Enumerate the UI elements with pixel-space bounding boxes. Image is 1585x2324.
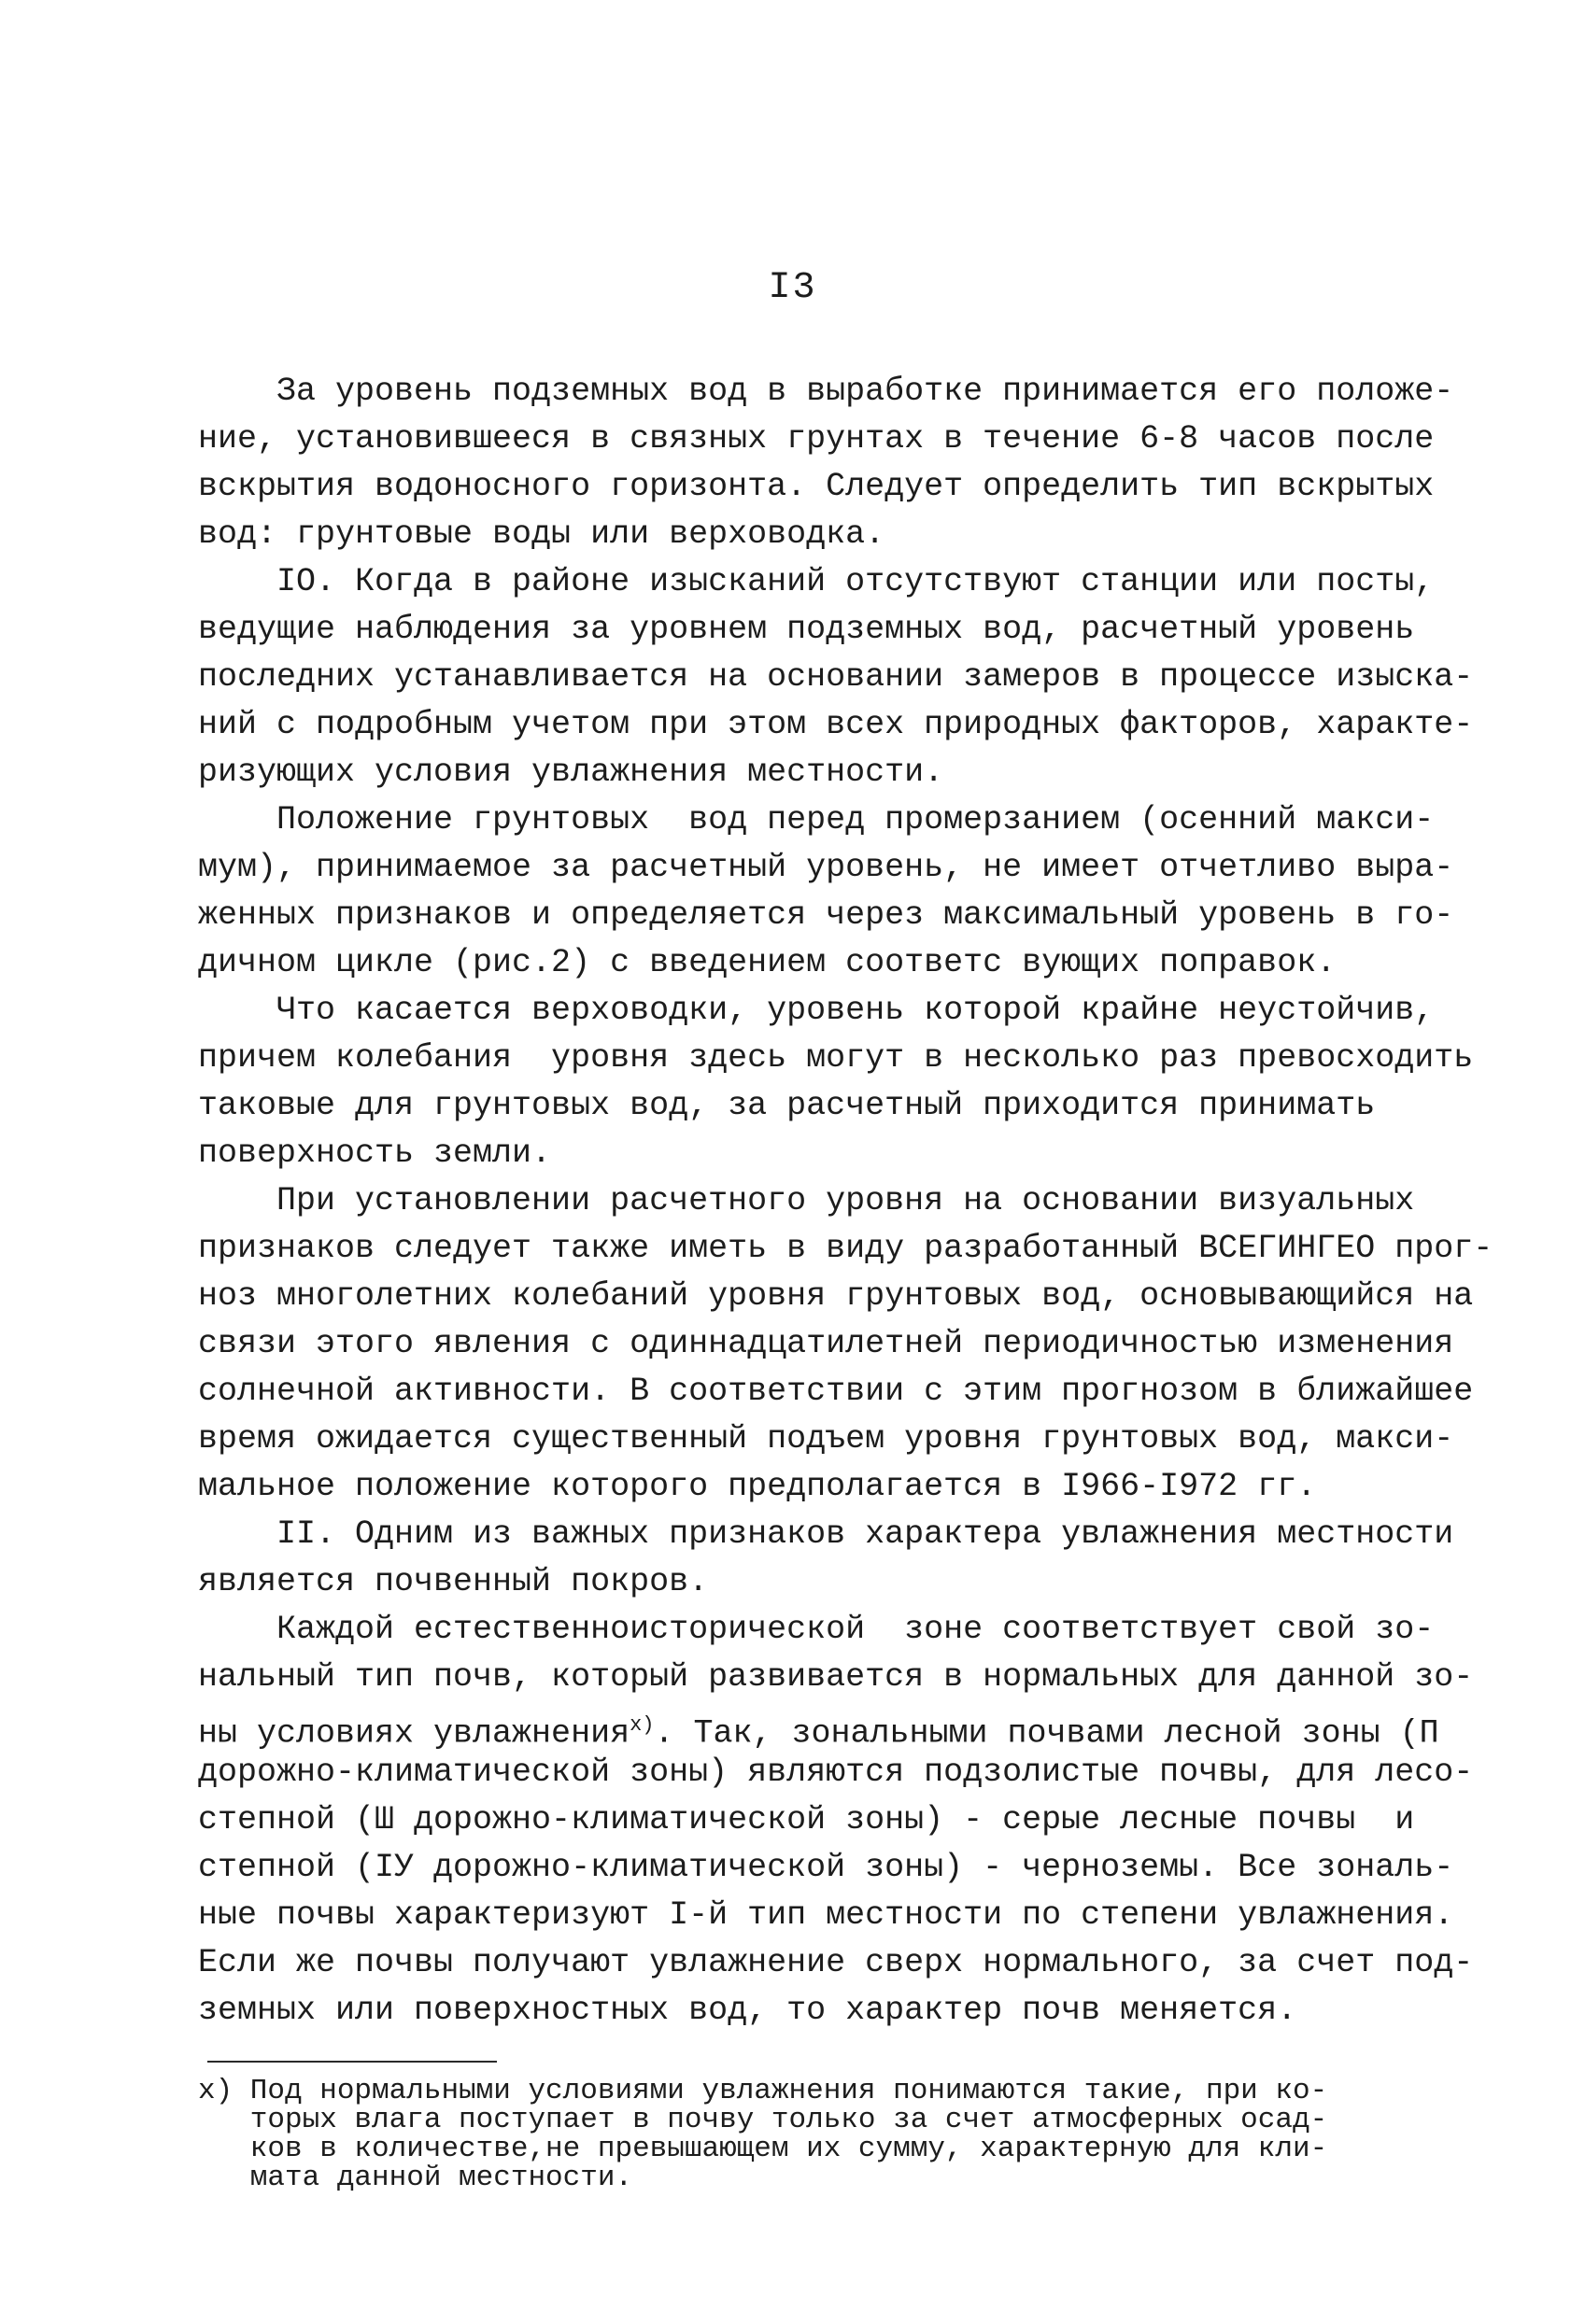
text-line: связи этого явления с одиннадцатилетней периодичностью изменения: [198, 1325, 1454, 1362]
text-line: II. Одним из важных признаков характера увлажнения местности: [198, 1515, 1454, 1553]
text-line: таковые для грунтовых вод, за расчетный приходится принимать: [198, 1087, 1376, 1124]
text-line: IO. Когда в районе изысканий отсутствуют станции или посты,: [198, 563, 1435, 600]
text-line: При установлении расчетного уровня на основании визуальных: [198, 1182, 1415, 1219]
text-line: дорожно-климатической зоны) являются подзолистые почвы, для лесо-: [198, 1754, 1474, 1791]
footnote-divider: [207, 2061, 497, 2063]
text-line: дичном цикле (рис.2) с введением соответс вующих поправок.: [198, 944, 1337, 981]
text-line: Положение грунтовых вод перед промерзанием (осенний макси-: [198, 801, 1435, 838]
text-line: время ожидается существенный подъем уровня грунтовых вод, макси-: [198, 1420, 1454, 1458]
text-line: Если же почвы получают увлажнение сверх нормального, за счет под-: [198, 1944, 1474, 1981]
footnote-reference: x): [630, 1713, 655, 1737]
text-line: нальный тип почв, который развивается в нормальных для данной зо-: [198, 1658, 1474, 1696]
footnote-line: торых влага поступает в почву только за счет атмосферных осад-: [198, 2104, 1328, 2136]
text-line: причем колебания уровня здесь могут в несколько раз превосходить: [198, 1039, 1474, 1077]
text-segment: ны условиях увлажнения: [198, 1714, 630, 1753]
footnote-line: x) Под нормальными условиями увлажнения понимаются такие, при ко-: [198, 2075, 1328, 2107]
text-line: последних устанавливается на основании замеров в процессе изыска-: [198, 658, 1474, 696]
text-line: мум), принимаемое за расчетный уровень, не имеет отчетливо выра-: [198, 849, 1454, 886]
text-line: ние, установившееся в связных грунтах в течение 6-8 часов после: [198, 420, 1435, 458]
text-line: поверхность земли.: [198, 1134, 552, 1172]
text-line: ний с подробным учетом при этом всех природных факторов, характе-: [198, 706, 1474, 743]
footnote-line: ков в количестве,не превышающем их сумму, характерную для кли-: [198, 2133, 1328, 2165]
text-line: вскрытия водоносного горизонта. Следует определить тип вскрытых: [198, 468, 1435, 505]
text-line: степной (Ш дорожно-климатической зоны) - серые лесные почвы и: [198, 1801, 1415, 1838]
text-line: является почвенный покров.: [198, 1563, 709, 1600]
text-line: ные почвы характеризуют I-й тип местности по степени увлажнения.: [198, 1896, 1454, 1934]
text-line: Каждой естественноисторической зоне соответствует свой зо-: [198, 1611, 1435, 1648]
text-line: Что касается верховодки, уровень которой крайне неустойчив,: [198, 992, 1435, 1029]
main-text: [198, 368, 1493, 2035]
footnote-line: мата данной местности.: [198, 2162, 633, 2194]
text-line: мальное положение которого предполагается в I966-I972 гг.: [198, 1468, 1317, 1505]
page-number: I3: [768, 267, 817, 309]
text-line: степной (IУ дорожно-климатической зоны) - черноземы. Все зональ-: [198, 1849, 1454, 1886]
text-line: ведущие наблюдения за уровнем подземных вод, расчетный уровень: [198, 611, 1415, 648]
text-line: ризующих условия увлажнения местности.: [198, 754, 944, 791]
footnote: [198, 2077, 1468, 2192]
text-line: За уровень подземных вод в выработке принимается его положе-: [198, 373, 1454, 410]
text-line: женных признаков и определяется через максимальный уровень в го-: [198, 896, 1454, 934]
text-line: признаков следует также иметь в виду разработанный ВСЕГИНГЕО прог-: [198, 1230, 1493, 1267]
text-line: вод: грунтовые воды или верховодка.: [198, 515, 885, 553]
text-segment: . Так, зональными почвами лесной зоны (П: [654, 1714, 1439, 1753]
text-line: солнечной активности. В соответствии с этим прогнозом в ближайшее: [198, 1373, 1474, 1410]
text-line: земных или поверхностных вод, то характер почв меняется.: [198, 1992, 1297, 2029]
text-line-with-footnote-ref: [198, 1701, 1468, 1753]
text-line: ноз многолетних колебаний уровня грунтовых вод, основывающийся на: [198, 1277, 1474, 1315]
